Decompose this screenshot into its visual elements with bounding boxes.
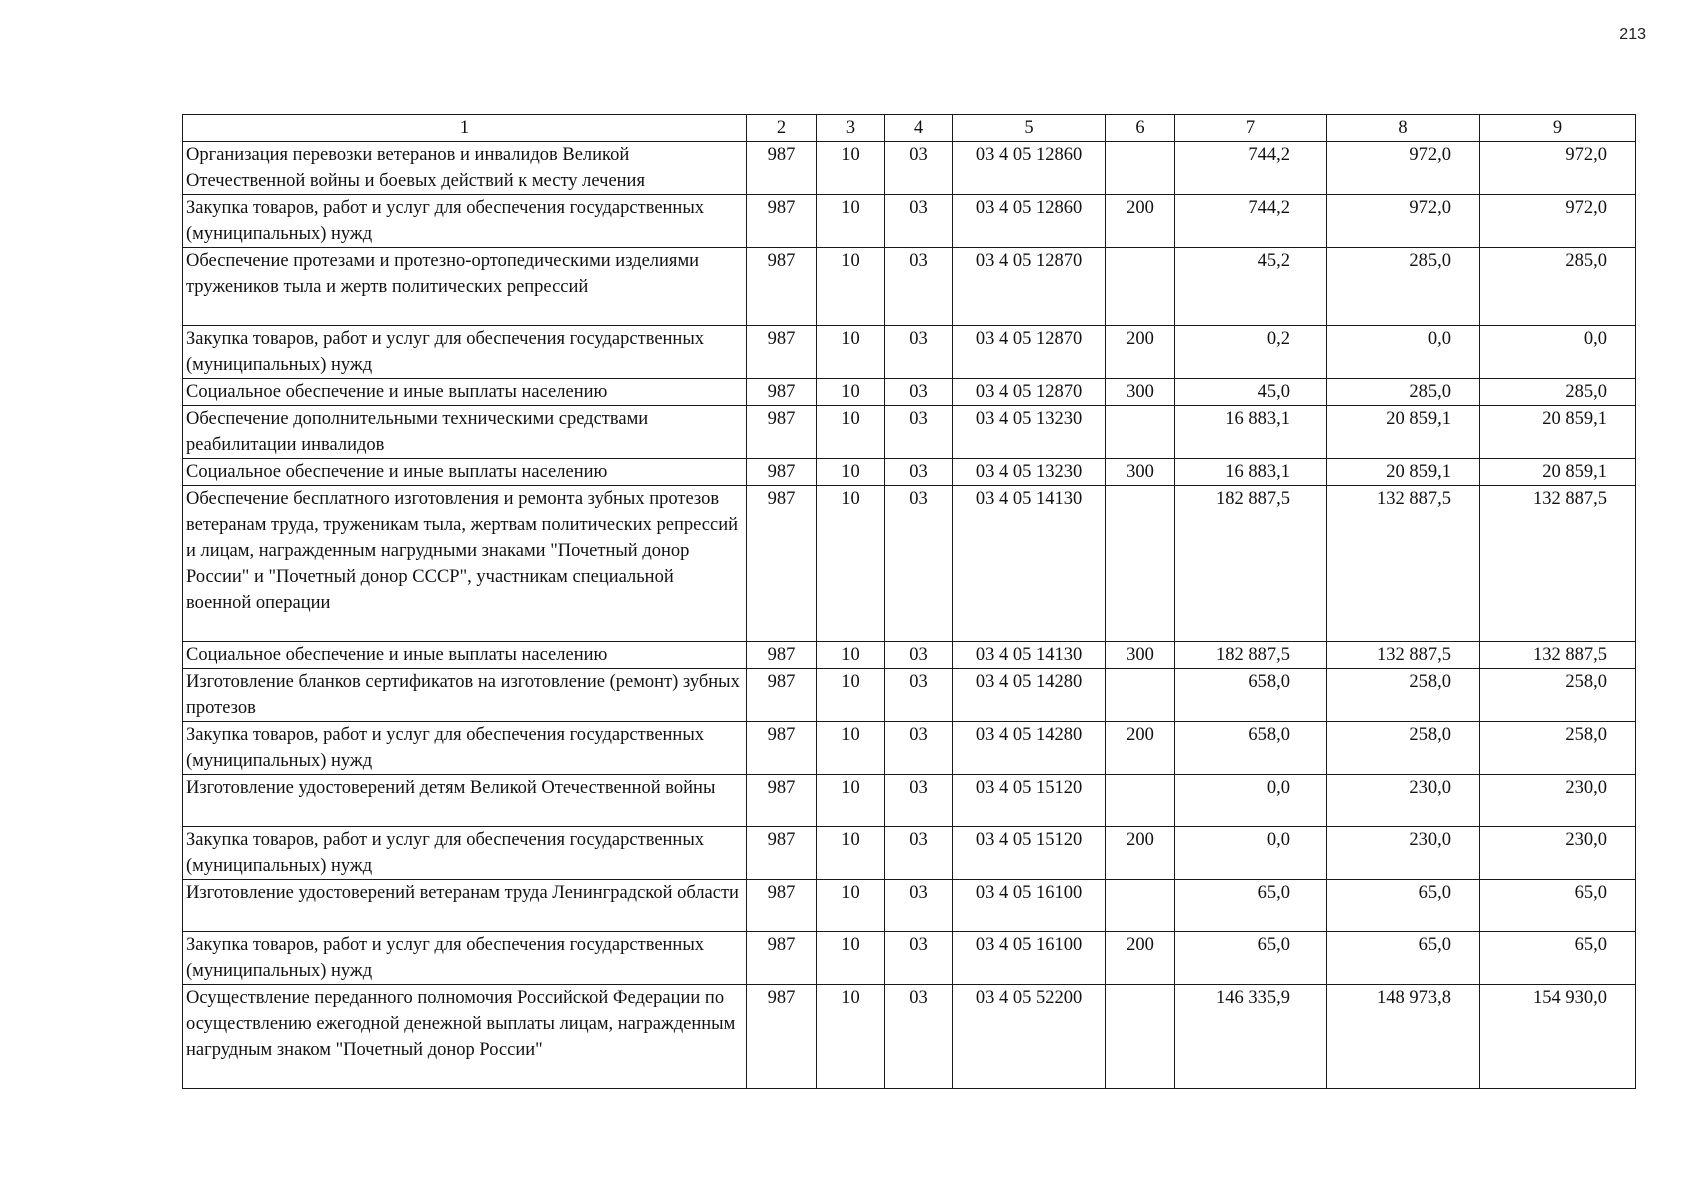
row-expense-type-cell <box>1106 248 1175 326</box>
row-subsection-cell: 03 <box>885 486 953 642</box>
row-amount-1-cell: 182 887,5 <box>1175 642 1327 669</box>
row-code-cell: 987 <box>747 985 817 1089</box>
row-subsection-cell: 03 <box>885 985 953 1089</box>
row-target-article-cell: 03 4 05 15120 <box>953 775 1106 827</box>
row-section-cell: 10 <box>817 142 885 195</box>
row-code-cell: 987 <box>747 195 817 248</box>
table-row <box>183 459 1636 486</box>
table-row <box>183 195 1636 248</box>
row-amount-1-cell: 0,0 <box>1175 827 1327 880</box>
row-name-cell: Социальное обеспечение и иные выплаты населению <box>183 642 747 669</box>
row-target-article-cell: 03 4 05 12860 <box>953 142 1106 195</box>
row-expense-type-cell <box>1106 406 1175 459</box>
row-amount-1-cell: 0,0 <box>1175 775 1327 827</box>
table-row <box>183 379 1636 406</box>
row-subsection-cell: 03 <box>885 379 953 406</box>
row-amount-3-cell: 258,0 <box>1480 669 1636 722</box>
row-name-cell: Организация перевозки ветеранов и инвалидов Великой Отечественной войны и боевых действий к месту лечения <box>183 142 747 195</box>
row-subsection-cell: 03 <box>885 642 953 669</box>
row-expense-type-cell <box>1106 669 1175 722</box>
row-code-cell: 987 <box>747 248 817 326</box>
table-row <box>183 406 1636 459</box>
row-name-cell: Осуществление переданного полномочия Российской Федерации по осуществлению ежегодной денежной выплаты лицам, награжденным нагрудным знаком "Почетный донор России" <box>183 985 747 1089</box>
table-row <box>183 985 1636 1089</box>
row-code-cell: 987 <box>747 486 817 642</box>
row-amount-3-cell: 20 859,1 <box>1480 459 1636 486</box>
row-section-cell: 10 <box>817 406 885 459</box>
row-amount-2-cell: 258,0 <box>1327 669 1480 722</box>
row-code-cell: 987 <box>747 722 817 775</box>
row-expense-type-cell: 300 <box>1106 642 1175 669</box>
row-subsection-cell: 03 <box>885 195 953 248</box>
row-amount-1-cell: 65,0 <box>1175 880 1327 932</box>
row-name-cell: Обеспечение дополнительными техническими средствами реабилитации инвалидов <box>183 406 747 459</box>
table-row <box>183 722 1636 775</box>
row-subsection-cell: 03 <box>885 142 953 195</box>
row-amount-2-cell: 285,0 <box>1327 248 1480 326</box>
row-amount-1-cell: 0,2 <box>1175 326 1327 379</box>
row-expense-type-cell: 200 <box>1106 326 1175 379</box>
header-cell: 8 <box>1327 115 1480 142</box>
row-target-article-cell: 03 4 05 14280 <box>953 669 1106 722</box>
row-subsection-cell: 03 <box>885 775 953 827</box>
row-target-article-cell: 03 4 05 12870 <box>953 248 1106 326</box>
row-amount-2-cell: 0,0 <box>1327 326 1480 379</box>
row-section-cell: 10 <box>817 379 885 406</box>
row-name-cell: Социальное обеспечение и иные выплаты населению <box>183 459 747 486</box>
row-amount-1-cell: 182 887,5 <box>1175 486 1327 642</box>
row-amount-2-cell: 285,0 <box>1327 379 1480 406</box>
row-section-cell: 10 <box>817 932 885 985</box>
row-section-cell: 10 <box>817 775 885 827</box>
row-expense-type-cell <box>1106 486 1175 642</box>
row-amount-2-cell: 972,0 <box>1327 142 1480 195</box>
row-subsection-cell: 03 <box>885 669 953 722</box>
row-target-article-cell: 03 4 05 14280 <box>953 722 1106 775</box>
row-amount-3-cell: 230,0 <box>1480 775 1636 827</box>
row-amount-3-cell: 0,0 <box>1480 326 1636 379</box>
table-row <box>183 326 1636 379</box>
table-row <box>183 486 1636 642</box>
table-row <box>183 880 1636 932</box>
row-target-article-cell: 03 4 05 16100 <box>953 880 1106 932</box>
row-amount-3-cell: 132 887,5 <box>1480 642 1636 669</box>
table-row <box>183 827 1636 880</box>
row-target-article-cell: 03 4 05 12870 <box>953 379 1106 406</box>
row-amount-1-cell: 65,0 <box>1175 932 1327 985</box>
row-amount-1-cell: 16 883,1 <box>1175 406 1327 459</box>
row-code-cell: 987 <box>747 880 817 932</box>
row-code-cell: 987 <box>747 827 817 880</box>
row-section-cell: 10 <box>817 486 885 642</box>
row-name-cell: Закупка товаров, работ и услуг для обеспечения государственных (муниципальных) нужд <box>183 722 747 775</box>
row-subsection-cell: 03 <box>885 406 953 459</box>
row-subsection-cell: 03 <box>885 827 953 880</box>
row-amount-3-cell: 972,0 <box>1480 142 1636 195</box>
row-subsection-cell: 03 <box>885 880 953 932</box>
row-amount-2-cell: 230,0 <box>1327 827 1480 880</box>
row-name-cell: Закупка товаров, работ и услуг для обеспечения государственных (муниципальных) нужд <box>183 932 747 985</box>
row-subsection-cell: 03 <box>885 326 953 379</box>
row-amount-2-cell: 132 887,5 <box>1327 642 1480 669</box>
row-code-cell: 987 <box>747 142 817 195</box>
row-section-cell: 10 <box>817 642 885 669</box>
row-expense-type-cell: 200 <box>1106 195 1175 248</box>
row-expense-type-cell <box>1106 775 1175 827</box>
row-name-cell: Закупка товаров, работ и услуг для обеспечения государственных (муниципальных) нужд <box>183 827 747 880</box>
row-amount-3-cell: 65,0 <box>1480 932 1636 985</box>
header-cell: 1 <box>183 115 747 142</box>
row-amount-3-cell: 154 930,0 <box>1480 985 1636 1089</box>
table-row <box>183 248 1636 326</box>
row-amount-1-cell: 658,0 <box>1175 669 1327 722</box>
table-row <box>183 775 1636 827</box>
row-amount-2-cell: 258,0 <box>1327 722 1480 775</box>
row-amount-1-cell: 744,2 <box>1175 142 1327 195</box>
row-code-cell: 987 <box>747 775 817 827</box>
row-amount-2-cell: 148 973,8 <box>1327 985 1480 1089</box>
row-code-cell: 987 <box>747 669 817 722</box>
header-cell: 7 <box>1175 115 1327 142</box>
row-section-cell: 10 <box>817 669 885 722</box>
row-amount-1-cell: 45,0 <box>1175 379 1327 406</box>
row-expense-type-cell: 300 <box>1106 379 1175 406</box>
table-row <box>183 642 1636 669</box>
row-amount-2-cell: 132 887,5 <box>1327 486 1480 642</box>
row-target-article-cell: 03 4 05 12870 <box>953 326 1106 379</box>
row-subsection-cell: 03 <box>885 932 953 985</box>
row-expense-type-cell: 200 <box>1106 827 1175 880</box>
table-row <box>183 932 1636 985</box>
row-target-article-cell: 03 4 05 14130 <box>953 486 1106 642</box>
row-target-article-cell: 03 4 05 52200 <box>953 985 1106 1089</box>
row-target-article-cell: 03 4 05 15120 <box>953 827 1106 880</box>
row-expense-type-cell <box>1106 985 1175 1089</box>
row-amount-2-cell: 972,0 <box>1327 195 1480 248</box>
row-target-article-cell: 03 4 05 13230 <box>953 406 1106 459</box>
row-amount-1-cell: 146 335,9 <box>1175 985 1327 1089</box>
header-cell: 6 <box>1106 115 1175 142</box>
row-section-cell: 10 <box>817 722 885 775</box>
row-amount-3-cell: 285,0 <box>1480 248 1636 326</box>
page-number: 213 <box>1619 26 1646 43</box>
row-expense-type-cell: 200 <box>1106 722 1175 775</box>
row-section-cell: 10 <box>817 248 885 326</box>
row-amount-1-cell: 658,0 <box>1175 722 1327 775</box>
row-subsection-cell: 03 <box>885 722 953 775</box>
row-amount-3-cell: 132 887,5 <box>1480 486 1636 642</box>
header-cell: 2 <box>747 115 817 142</box>
row-expense-type-cell: 300 <box>1106 459 1175 486</box>
row-name-cell: Изготовление удостоверений детям Великой Отечественной войны <box>183 775 747 827</box>
row-amount-3-cell: 20 859,1 <box>1480 406 1636 459</box>
row-name-cell: Изготовление удостоверений ветеранам труда Ленинградской области <box>183 880 747 932</box>
row-section-cell: 10 <box>817 459 885 486</box>
row-amount-1-cell: 16 883,1 <box>1175 459 1327 486</box>
row-amount-2-cell: 65,0 <box>1327 880 1480 932</box>
row-name-cell: Обеспечение протезами и протезно-ортопедическими изделиями тружеников тыла и жертв политических репрессий <box>183 248 747 326</box>
row-subsection-cell: 03 <box>885 459 953 486</box>
row-amount-2-cell: 230,0 <box>1327 775 1480 827</box>
row-name-cell: Изготовление бланков сертификатов на изготовление (ремонт) зубных протезов <box>183 669 747 722</box>
row-section-cell: 10 <box>817 195 885 248</box>
row-expense-type-cell: 200 <box>1106 932 1175 985</box>
table-body <box>183 115 1636 1089</box>
row-code-cell: 987 <box>747 642 817 669</box>
row-amount-3-cell: 230,0 <box>1480 827 1636 880</box>
row-subsection-cell: 03 <box>885 248 953 326</box>
row-code-cell: 987 <box>747 379 817 406</box>
row-code-cell: 987 <box>747 326 817 379</box>
row-amount-3-cell: 258,0 <box>1480 722 1636 775</box>
header-cell: 3 <box>817 115 885 142</box>
row-amount-3-cell: 972,0 <box>1480 195 1636 248</box>
row-amount-2-cell: 65,0 <box>1327 932 1480 985</box>
row-target-article-cell: 03 4 05 16100 <box>953 932 1106 985</box>
row-code-cell: 987 <box>747 932 817 985</box>
row-target-article-cell: 03 4 05 12860 <box>953 195 1106 248</box>
row-amount-2-cell: 20 859,1 <box>1327 406 1480 459</box>
table-row <box>183 142 1636 195</box>
row-name-cell: Социальное обеспечение и иные выплаты населению <box>183 379 747 406</box>
row-amount-2-cell: 20 859,1 <box>1327 459 1480 486</box>
header-cell: 5 <box>953 115 1106 142</box>
row-expense-type-cell <box>1106 880 1175 932</box>
row-amount-3-cell: 285,0 <box>1480 379 1636 406</box>
header-cell: 9 <box>1480 115 1636 142</box>
row-amount-1-cell: 45,2 <box>1175 248 1327 326</box>
budget-table <box>182 114 1636 1089</box>
table-header-row <box>183 115 1636 142</box>
row-section-cell: 10 <box>817 880 885 932</box>
row-section-cell: 10 <box>817 985 885 1089</box>
row-code-cell: 987 <box>747 406 817 459</box>
row-section-cell: 10 <box>817 827 885 880</box>
table-row <box>183 669 1636 722</box>
row-section-cell: 10 <box>817 326 885 379</box>
row-code-cell: 987 <box>747 459 817 486</box>
row-target-article-cell: 03 4 05 14130 <box>953 642 1106 669</box>
row-amount-1-cell: 744,2 <box>1175 195 1327 248</box>
row-name-cell: Обеспечение бесплатного изготовления и ремонта зубных протезов ветеранам труда, труженикам тыла, жертвам политических репрессий и лицам, награжденным нагрудными знаками "Почетный донор России" и "Почетный донор СССР", участникам специальной военной операции <box>183 486 747 642</box>
header-cell: 4 <box>885 115 953 142</box>
row-amount-3-cell: 65,0 <box>1480 880 1636 932</box>
row-name-cell: Закупка товаров, работ и услуг для обеспечения государственных (муниципальных) нужд <box>183 195 747 248</box>
row-target-article-cell: 03 4 05 13230 <box>953 459 1106 486</box>
row-name-cell: Закупка товаров, работ и услуг для обеспечения государственных (муниципальных) нужд <box>183 326 747 379</box>
row-expense-type-cell <box>1106 142 1175 195</box>
